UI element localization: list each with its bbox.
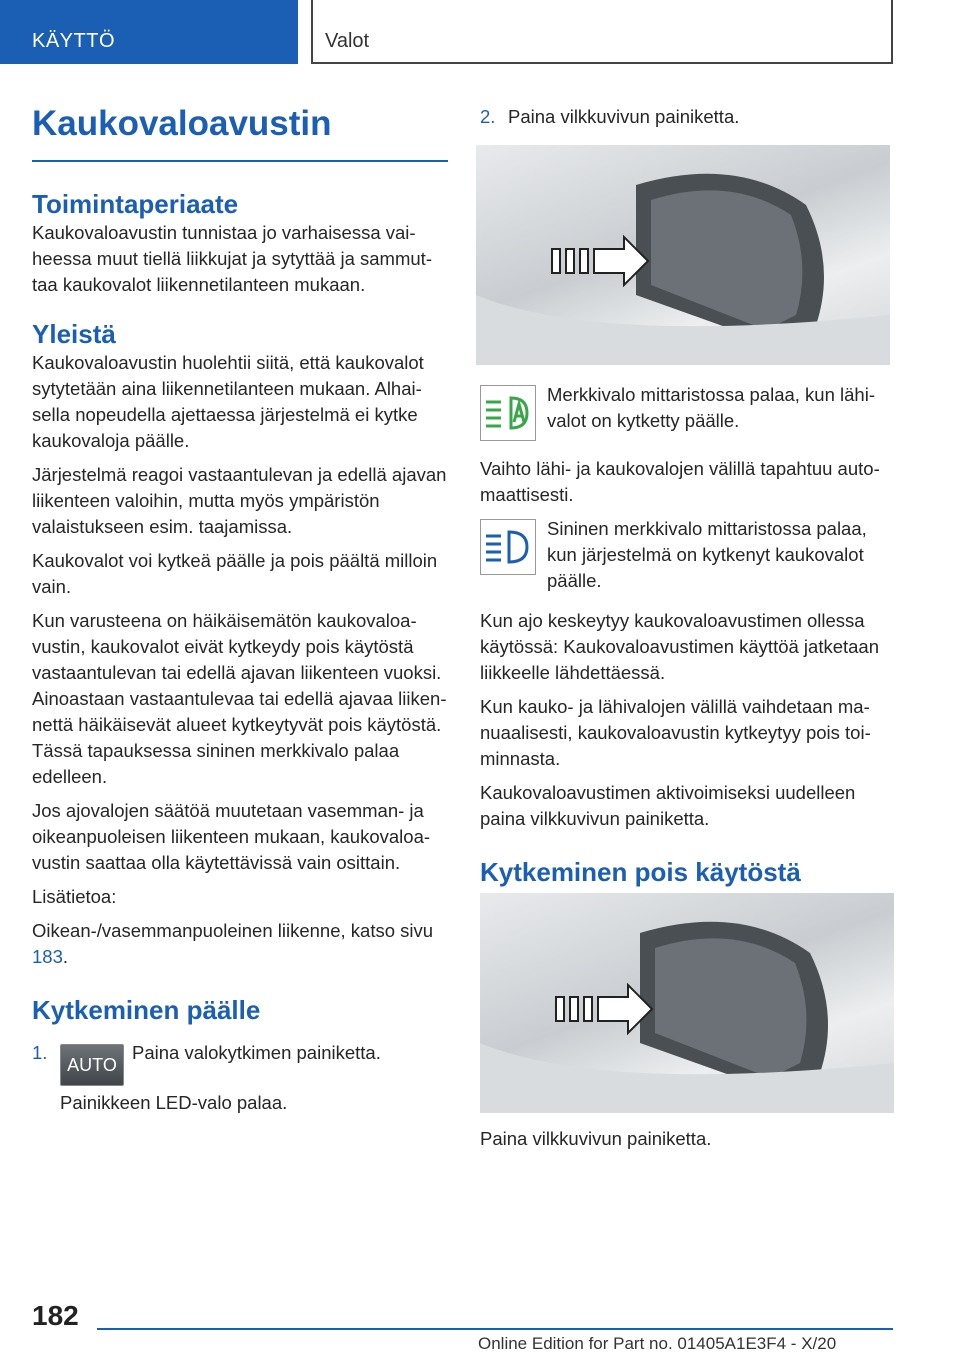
step-2	[480, 104, 896, 130]
general-para: Lisätietoa:	[32, 886, 117, 907]
right-column	[480, 104, 896, 138]
green-icon-text: Merkkivalo mittaristossa palaa, kun lähivalot on kytketty päälle.	[547, 384, 875, 431]
turn-signal-lever-photo	[480, 893, 894, 1113]
turn-signal-lever-photo	[476, 145, 890, 365]
right-text-2	[480, 608, 896, 888]
right-text-3	[480, 1126, 896, 1160]
step-number: 1.	[32, 1042, 48, 1063]
title-rule	[32, 160, 448, 162]
general-para: Kaukovaloavustin huolehtii siitä, että kaukovalot sytytetään aina liikennetilanteen mukaan. Alhaisella nopeudella ajettaessa järjestelmä ei kytke kaukovaloja päälle.	[32, 352, 424, 451]
auto-button-icon: AUTO	[60, 1044, 124, 1086]
ref-text: Oikean-/vasemmanpuoleinen liikenne, katso sivu	[32, 920, 434, 941]
step-number: 2.	[480, 106, 496, 127]
chapter-label: Valot	[325, 30, 370, 52]
general-para: Kun varusteena on häikäisemätön kaukovaloavustin, kaukovalot eivät kytkeydy pois käytöstä vastaantulevan tai edellä ajavan liikenteen vuoksi. Ainoastaan vastaantulevaa tai edellä ajavaa liikennettä häikäisevät alueet kytkeytyvät pois käytöstä. Tässä tapauksessa sininen merkkivalo palaa edelleen.	[32, 610, 447, 787]
page-number: 182	[32, 1300, 79, 1331]
green-icon-note	[547, 382, 893, 442]
lever-illustration	[476, 145, 890, 365]
right-para: Kun kauko- ja lähivalojen välillä vaihdetaan manuaalisesti, kaukovaloavustin kytkeytyy pois toiminnasta.	[480, 696, 871, 769]
off-heading: Kytkeminen pois käytöstä	[480, 857, 801, 887]
right-para: Kun ajo keskeytyy kaukovaloavustimen ollessa käytössä: Kaukovaloavustimen käyttöä jatketaan liikkeelle lähdettäessä.	[480, 610, 880, 683]
right-text-1	[480, 456, 896, 516]
page-title: Kaukovaloavustin	[32, 104, 332, 143]
high-beam-indicator-icon	[480, 519, 536, 575]
arrow-icon	[556, 985, 652, 1033]
footer-rule	[97, 1328, 893, 1330]
section-label: KÄYTTÖ	[32, 30, 116, 52]
on-heading: Kytkeminen päälle	[32, 995, 261, 1025]
step-1-text: Paina valokytkimen painiketta.	[132, 1042, 381, 1063]
step-1-sub: Painikkeen LED-valo palaa.	[60, 1092, 288, 1113]
chapter-header	[311, 0, 893, 64]
general-para: Järjestelmä reagoi vastaantulevan ja edellä ajavan liikenteen valoihin, mutta myös ympäristön valaistukseen esim. taajamissa.	[32, 464, 447, 537]
section-tab	[0, 0, 298, 64]
low-beam-indicator-icon	[480, 385, 536, 441]
off-text: Paina vilkkuvivun painiketta.	[480, 1128, 712, 1149]
general-heading: Yleistä	[32, 319, 116, 349]
principle-text: Kaukovaloavustin tunnistaa jo varhaisessa vaiheessa muut tiellä liikkujat ja sytyttää ja sammuttaa kaukovalot liikennetilanteen mukaan.	[32, 222, 432, 295]
step-2-text: Paina vilkkuvivun painiketta.	[508, 106, 740, 127]
left-column	[32, 104, 448, 1124]
general-para: Jos ajovalojen säätöä muutetaan vasemman- ja oikeanpuoleisen liikenteen mukaan, kaukovaloavustin saattaa olla käytettävissä vain osittain.	[32, 800, 431, 873]
general-para: Kaukovalot voi kytkeä päälle ja pois päältä milloin vain.	[32, 550, 438, 597]
arrow-icon	[552, 237, 648, 285]
cross-reference: Oikean-/vasemmanpuoleinen liikenne, katso sivu 183.	[32, 920, 434, 967]
switch-para: Vaihto lähi- ja kaukovalojen välillä tapahtuu automaattisesti.	[480, 458, 880, 505]
right-para: Kaukovaloavustimen aktivoimiseksi uudelleen paina vilkkuvivun painiketta.	[480, 782, 856, 829]
ref-page-link[interactable]: 183	[32, 946, 63, 967]
blue-icon-text: Sininen merkkivalo mittaristossa palaa, kun järjestelmä on kytkenyt kaukovalot päälle.	[547, 518, 867, 591]
principle-heading: Toimintaperiaate	[32, 189, 239, 219]
footer-edition: Online Edition for Part no. 01405A1E3F4 - X/20	[478, 1334, 837, 1353]
step-1	[32, 1040, 448, 1086]
lever-illustration	[480, 893, 894, 1113]
blue-icon-note	[547, 516, 893, 602]
